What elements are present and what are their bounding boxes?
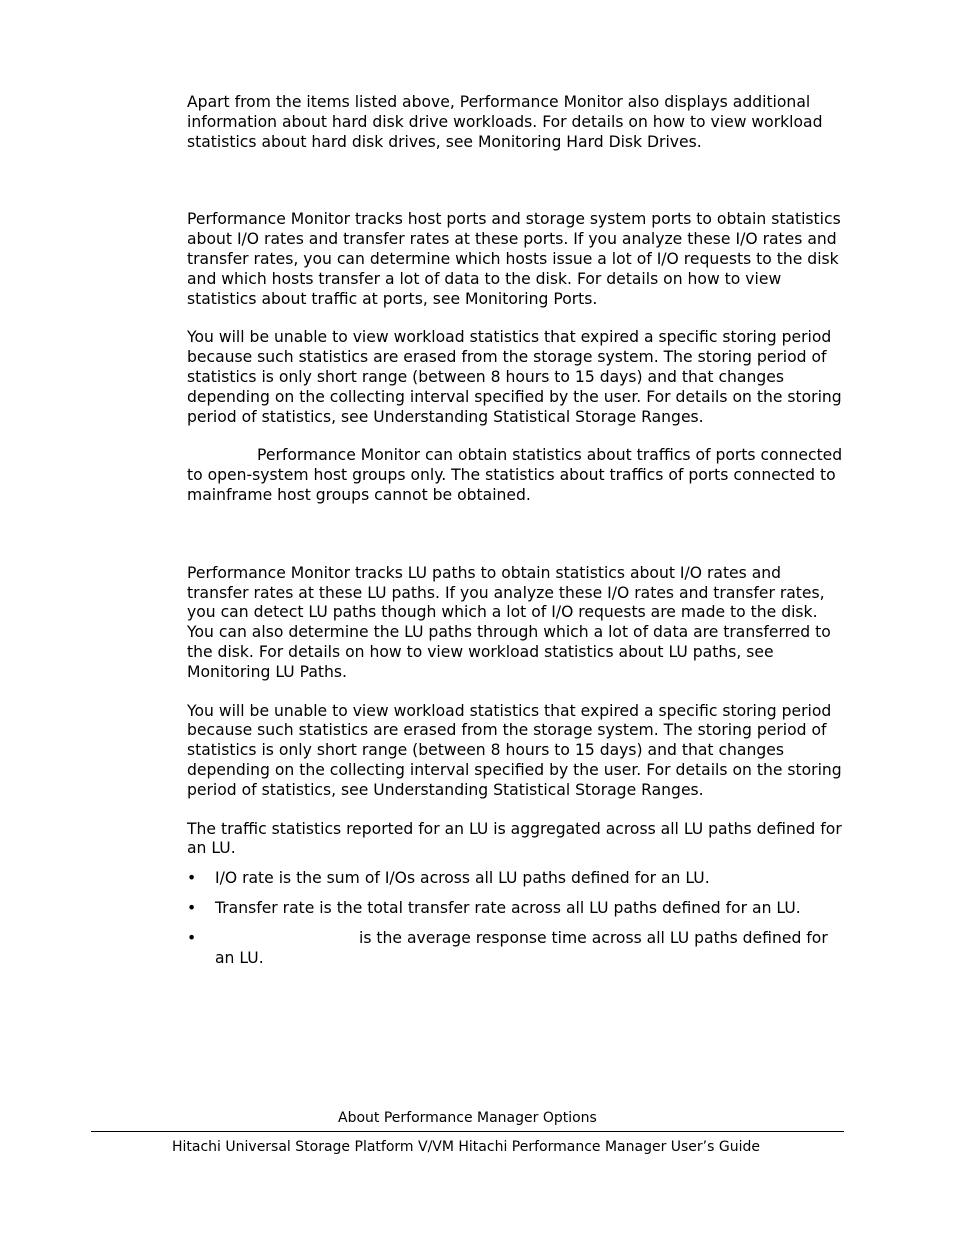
footer-section-title: About Performance Manager Options — [338, 1110, 597, 1126]
bullet-mark: • — [187, 898, 197, 917]
document-body — [187, 93, 847, 978]
paragraph-ports-tracking: Performance Monitor tracks host ports and storage system ports to obtain statistics about I/O rates and transfer rates at these ports. If you analyze these I/O rates and transfer rates, you can determine which hosts issue a lot of I/O requests to the disk and which hosts transfer a lot of data to the disk. For details on how to view statistics about traffic at ports, see Monitoring Ports. — [187, 210, 841, 308]
paragraph-lu-paths-tracking: Performance Monitor tracks LU paths to obtain statistics about I/O rates and transfer rates at these LU paths. If you analyze these I/O rates and transfer rates, you can detect LU paths though which a lot of I/O requests are made to the disk. You can also determine the LU paths through which a lot of data are transferred to the disk. For details on how to view workload statistics about LU paths, see Monitoring LU Paths. — [187, 563, 831, 681]
bullet-mark: • — [187, 869, 197, 888]
paragraph-lu-aggregation: The traffic statistics reported for an LU is aggregated across all LU paths defined for an LU. — [187, 819, 842, 858]
note-paragraph — [187, 446, 847, 505]
paragraph-lu-storing-period: You will be unable to view workload statistics that expired a specific storing period because such statistics are erased from the storage system. The storing period of statistics is only short range (between 8 hours to 15 days) and that changes depending on the collecting interval specified by the user. For details on the storing period of statistics, see Understanding Statistical Storage Ranges. — [187, 701, 842, 799]
bullet-text: is the average response time across all LU paths defined for an LU. — [215, 928, 828, 967]
bullet-text: I/O rate is the sum of I/Os across all LU paths defined for an LU. — [215, 869, 710, 888]
footer-guide-title: Hitachi Universal Storage Platform V/VM Hitachi Performance Manager User’s Guide — [172, 1139, 760, 1155]
list-item — [187, 929, 847, 969]
paragraph-hdd-info: Apart from the items listed above, Performance Monitor also displays additional information about hard disk drive workloads. For details on how to view workload statistics about hard disk drives, see Monitoring Hard Disk Drives. — [187, 93, 823, 151]
bullet-list — [187, 869, 847, 968]
footer-divider — [91, 1131, 844, 1132]
list-item — [187, 869, 847, 889]
bullet-mark: • — [187, 928, 197, 947]
list-item — [187, 899, 847, 919]
bullet-text: Transfer rate is the total transfer rate across all LU paths defined for an LU. — [215, 898, 801, 917]
paragraph-ports-storing-period: You will be unable to view workload statistics that expired a specific storing period because such statistics are erased from the storage system. The storing period of statistics is only short range (between 8 hours to 15 days) and that changes depending on the collecting interval specified by the user. For details on the storing period of statistics, see Understanding Statistical Storage Ranges. — [187, 328, 842, 426]
note-text: Performance Monitor can obtain statistics about traffics of ports connected to open-system host groups only. The statistics about traffics of ports connected to mainframe host groups cannot be obtained. — [187, 446, 843, 504]
